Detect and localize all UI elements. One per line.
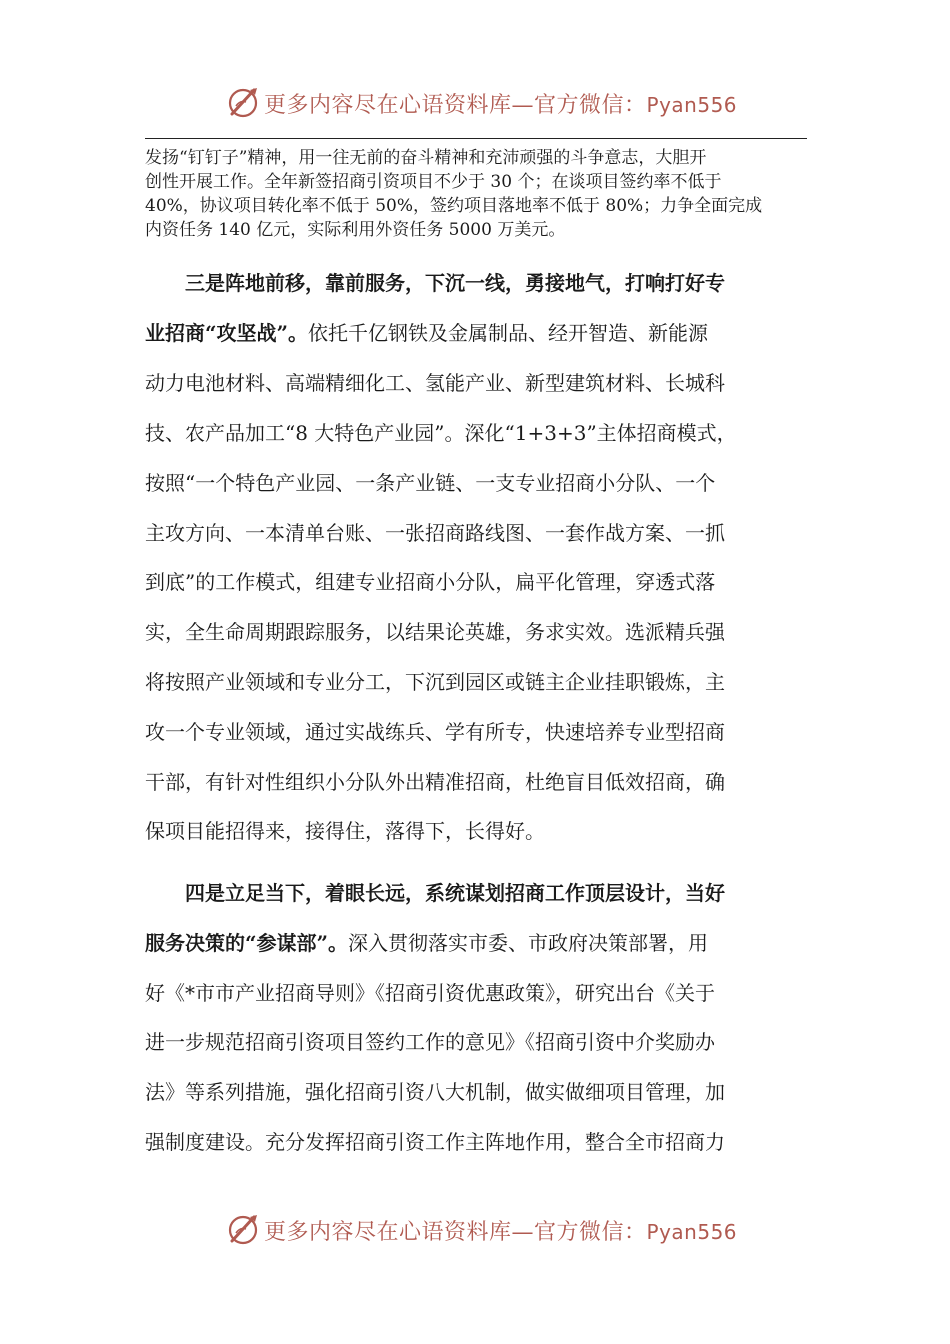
footer-watermark xyxy=(0,1211,950,1251)
intro-paragraph xyxy=(145,146,807,242)
header-watermark-text: 更多内容尽在心语资料库—官方微信：Pyan556 xyxy=(264,93,738,118)
section-4-heading: 四是立足当下，着眼长远，系统谋划招商工作顶层设计，当好 xyxy=(185,881,725,905)
header-watermark xyxy=(0,84,950,124)
header-rule xyxy=(145,138,807,139)
body-line: 干部，有针对性组织小分队外出精准招商，杜绝盲目低效招商，确 xyxy=(145,770,725,794)
body-line: 实，全生命周期跟踪服务，以结果论英雄，务求实效。选派精兵强 xyxy=(145,620,725,644)
intro-line: 内资任务 140 亿元，实际利用外资任务 5000 万美元。 xyxy=(145,220,566,240)
section-4-heading-line2: 服务决策的“参谋部”。深入贯彻落实市委、市政府决策部署，用 xyxy=(145,931,709,955)
intro-line: 创性开展工作。全年新签招商引资项目不少于 30 个；在谈项目签约率不低于 xyxy=(145,172,722,192)
body-line: 强制度建设。充分发挥招商引资工作主阵地作用，整合全市招商力 xyxy=(145,1130,725,1154)
body-line: 技、农产品加工“8 大特色产业园”。深化“1+3+3”主体招商模式， xyxy=(145,421,737,445)
body-line: 进一步规范招商引资项目签约工作的意见》《招商引资中介奖励办 xyxy=(145,1030,715,1054)
intro-line: 40%，协议项目转化率不低于 50%，签约项目落地率不低于 80%；力争全面完成 xyxy=(145,196,763,216)
pen-logo-icon xyxy=(226,84,262,120)
intro-line: 发扬“钉钉子”精神，用一往无前的奋斗精神和充沛顽强的斗争意志，大胆开 xyxy=(145,148,707,168)
footer-watermark-id: Pyan556 xyxy=(646,1220,738,1244)
section-3-heading: 三是阵地前移，靠前服务，下沉一线，勇接地气，打响打好专 xyxy=(185,271,725,295)
header-watermark-id: Pyan556 xyxy=(646,93,738,117)
body-line: 按照“一个特色产业园、一条产业链、一支专业招商小分队、一个 xyxy=(145,471,716,495)
body-line: 将按照产业领域和专业分工，下沉到园区或链主企业挂职锻炼，主 xyxy=(145,670,725,694)
body-line: 法》等系列措施，强化招商引资八大机制，做实做细项目管理，加 xyxy=(145,1080,725,1104)
body-line: 动力电池材料、高端精细化工、氢能产业、新型建筑材料、长城科 xyxy=(145,371,725,395)
pen-logo-icon xyxy=(226,1211,262,1247)
footer-watermark-text: 更多内容尽在心语资料库—官方微信：Pyan556 xyxy=(264,1220,738,1245)
body-line: 好《*市市产业招商导则》《招商引资优惠政策》，研究出台《关于 xyxy=(145,981,715,1005)
body-line: 保项目能招得来，接得住，落得下，长得好。 xyxy=(145,819,545,843)
body-line: 攻一个专业领域，通过实战练兵、学有所专，快速培养专业型招商 xyxy=(145,720,725,744)
body-line: 到底”的工作模式，组建专业招商小分队，扁平化管理，穿透式落 xyxy=(145,570,716,594)
body-line: 主攻方向、一本清单台账、一张招商路线图、一套作战方案、一抓 xyxy=(145,521,725,545)
section-3-heading-line2: 业招商“攻坚战”。依托千亿钢铁及金属制品、经开智造、新能源 xyxy=(145,321,709,345)
